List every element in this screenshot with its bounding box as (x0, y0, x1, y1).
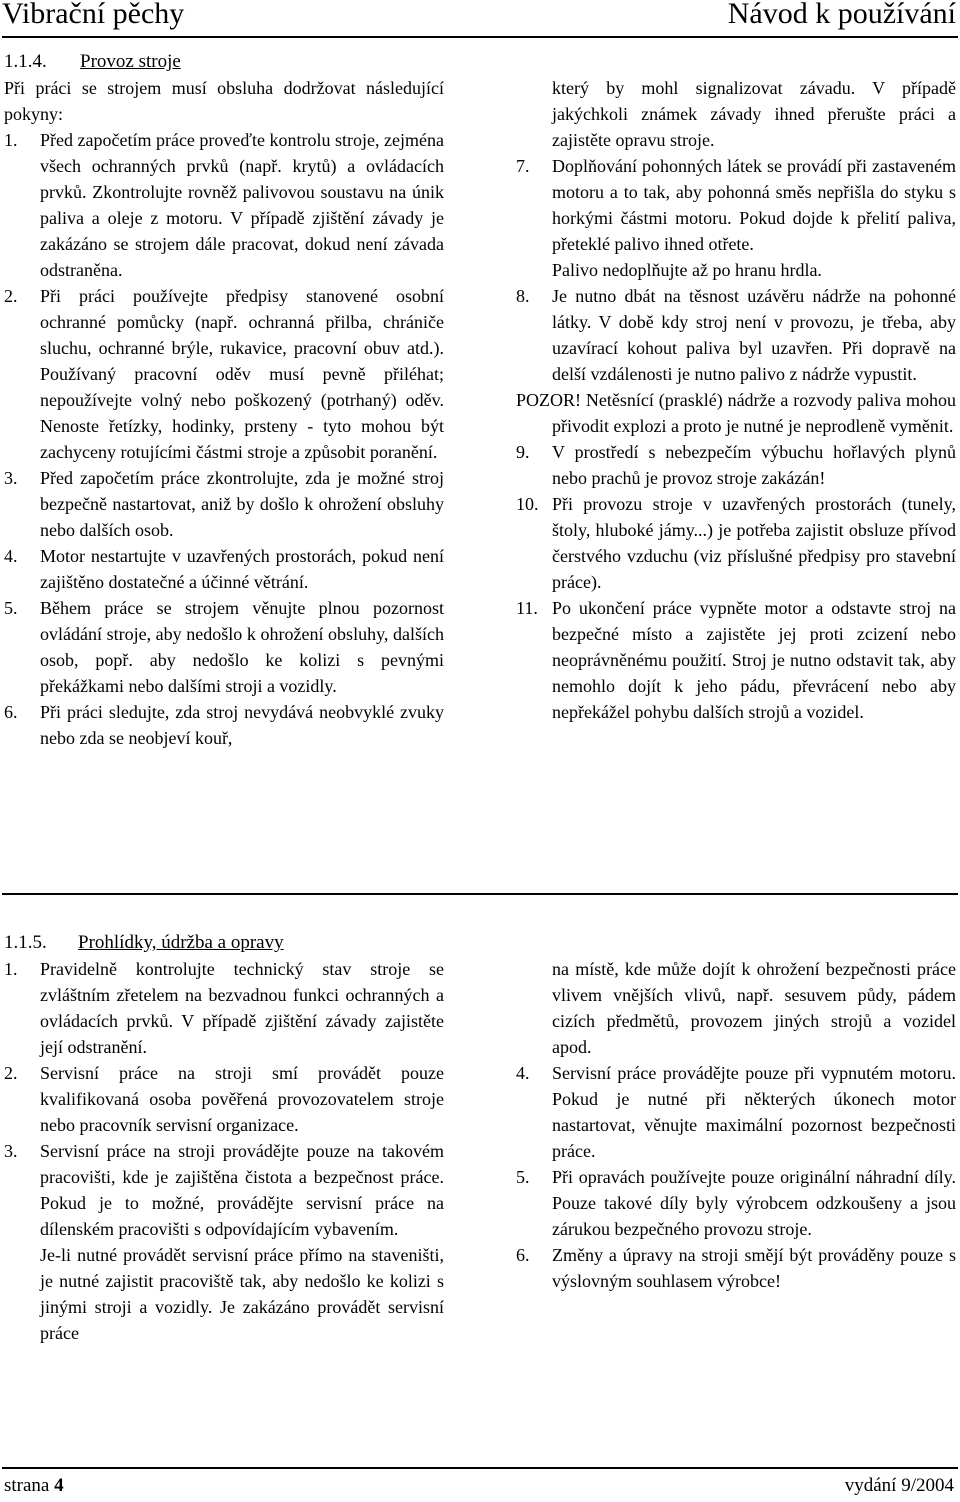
list-number: 4. (516, 1063, 530, 1083)
list-number: 2. (4, 1063, 18, 1083)
footer-edition: vydání 9/2004 (844, 1475, 954, 1496)
list-item (4, 699, 444, 751)
list-text: Je nutno dbát na těsnost uzávěru nádrže na pohonné látky. V době kdy stroj není v provozu, je třeba, aby uzavírací kohout paliva byl uzavřen. Při dopravě na delší vzdálenosti je nutno palivo z nádrže vypustit. (552, 286, 956, 384)
list-item (4, 127, 444, 283)
list-text: Při provozu stroje v uzavřených prostorách (tunely, štoly, hluboké jámy...) je potřeba zajistit obsluze přívod čerstvého vzduchu (viz příslušné předpisy pro stavební práce). (552, 494, 956, 592)
list-item (4, 283, 444, 465)
list-text: Servisní práce na stroji provádějte pouze na takovém pracovišti, kde je zajištěna čistota a bezpečnost práce. Pokud je to možné, provádějte servisní práce na dílenském pracovišti s odpovídajícím vybavením. (40, 1141, 444, 1239)
list-item-note: Palivo nedoplňujte až po hranu hrdla. (552, 260, 822, 280)
continuation-text: Je-li nutné provádět servisní práce přímo na staveništi, je nutné zajistit pracoviště tak, aby nedošlo ke kolizi s jinými stroji a vozidly. Je zakázáno provádět servisní práce (40, 1245, 444, 1343)
list-item (4, 1138, 444, 1242)
list-number: 4. (4, 546, 18, 566)
warning-text: POZOR! Netěsnící (prasklé) nádrže a rozvody paliva mohou přivodit explozi a proto je nutné je neprodleně vyměnit. (516, 390, 956, 436)
list-number: 5. (516, 1167, 530, 1187)
list-number: 6. (4, 702, 18, 722)
list-item (516, 439, 956, 491)
list-item (516, 153, 956, 257)
list-number: 3. (4, 468, 18, 488)
list-text: Během práce se strojem věnujte plnou pozornost ovládání stroje, aby nedošlo k ohrožení obsluhy, dalších osob, popř. aby nedošlo ke kolizi s pevnými překážkami nebo dalšími stroji a vozidly. (40, 598, 444, 696)
list-text: Motor nestartujte v uzavřených prostorách, pokud není zajištěno dostatečné a účinné větrání. (40, 546, 444, 592)
header-rule (2, 36, 958, 38)
list-item (516, 491, 956, 595)
section-number: 1.1.4. (4, 51, 47, 72)
list-item (516, 1242, 956, 1294)
footer-page (4, 1474, 64, 1498)
list-text: Při opravách používejte pouze originální náhradní díly. Pouze takové díly byly výrobcem odzkoušeny a jsou zárukou bezpečného provozu stroje. (552, 1167, 956, 1239)
list-item (4, 595, 444, 699)
list-text: Před započetím práce zkontrolujte, zda je možné stroj bezpečně nastartovat, aniž by došlo k ohrožení obsluhy nebo dalších osob. (40, 468, 444, 540)
header-manual-title: Návod k používání (727, 0, 956, 30)
section2-left-column (4, 956, 444, 1346)
list-number: 7. (516, 156, 530, 176)
list-number: 5. (4, 598, 18, 618)
list-item (4, 465, 444, 543)
list-text: Pravidelně kontrolujte technický stav stroje se zvláštním zřetelem na bezvadnou funkci ochranných a ovládacích prvků. V případě zjištění závady zajistěte její odstranění. (40, 959, 444, 1057)
list-text: Po ukončení práce vypněte motor a odstavte stroj na bezpečné místo a zajistěte jej proti zcizení nebo neoprávněnému použití. Stroj je nutno odstavit tak, aby nemohlo dojít k jeho pádu, převrácení nebo aby nepřekážel pohybu dalších strojů a vozidel. (552, 598, 956, 722)
list-number: 11. (516, 598, 538, 618)
section1-left-column (4, 75, 444, 751)
section-title: Prohlídky, údržba a opravy (78, 932, 284, 953)
list-number: 6. (516, 1245, 530, 1265)
list-item (516, 1060, 956, 1164)
list-text: Doplňování pohonných látek se provádí při zastaveném motoru a to tak, aby pohonná směs nepřišla do styku s horkými částmi motoru. Pokud dojde k přelití paliva, přeteklé palivo ihned otřete. (552, 156, 956, 254)
section-heading-maintenance (4, 930, 284, 956)
list-item (4, 1060, 444, 1138)
list-text: V prostředí s nebezpečím výbuchu hořlavých plynů nebo prachů je provoz stroje zakázán! (552, 442, 956, 488)
list-item (4, 543, 444, 595)
list-text: Servisní práce na stroji smí provádět pouze kvalifikovaná osoba pověřená provozovatelem stroje nebo pracovník servisní organizace. (40, 1063, 444, 1135)
list-number: 9. (516, 442, 530, 462)
continuation-text: který by mohl signalizovat závadu. V případě jakýchkoli známek závady ihned přerušte práci a zajistěte opravu stroje. (552, 78, 956, 150)
section2-right-column (516, 956, 956, 1294)
footer-rule (2, 1467, 958, 1469)
section1-intro: Při práci se strojem musí obsluha dodržovat následující pokyny: (4, 78, 444, 124)
list-item (516, 595, 956, 725)
list-text: Při práci používejte předpisy stanovené osobní ochranné pomůcky (např. ochranná přilba, chrániče sluchu, ochranné brýle, rukavice, pracovní obuv atd.). Používaný pracovní oděv musí pevně přiléhat; nepoužívejte volný nebo poškozený (potrhaný) oděv. Nenoste řetízky, hodinky, prsteny - tyto mohou být zachyceny rotujícími částmi stroje a způsobit poranění. (40, 286, 444, 462)
list-number: 1. (4, 130, 18, 150)
footer-page-number: 4 (54, 1475, 64, 1496)
section-heading-operation (4, 49, 181, 75)
list-text: Před započetím práce proveďte kontrolu stroje, zejména všech ochranných prvků (např. krytů) a ovládacích prvků. Zkontrolujte rovněž palivovou soustavu na únik paliva a oleje z motoru. V případě zjištění závady je zakázáno se strojem dále pracovat, dokud není závada odstraněna. (40, 130, 444, 280)
list-number: 3. (4, 1141, 18, 1161)
list-item (516, 283, 956, 387)
list-text: Servisní práce provádějte pouze při vypnutém motoru. Pokud je nutné při některých úkonech motor nastartovat, věnujte maximální pozornost bezpečnosti práce. (552, 1063, 956, 1161)
list-text: Změny a úpravy na stroji smějí být prováděny pouze s výslovným souhlasem výrobce! (552, 1245, 956, 1291)
section-title: Provoz stroje (80, 51, 181, 72)
list-number: 10. (516, 494, 539, 514)
section-divider-rule (2, 893, 958, 895)
section-number: 1.1.5. (4, 932, 47, 953)
continuation-text: na místě, kde může dojít k ohrožení bezpečnosti práce vlivem vnějších vlivů, např. sesuvem půdy, pádem cizích předmětů, provozem jiných strojů a vozidel apod. (552, 959, 956, 1057)
list-item (516, 1164, 956, 1242)
list-number: 2. (4, 286, 18, 306)
section1-right-column (516, 75, 956, 725)
list-number: 8. (516, 286, 530, 306)
list-item (4, 956, 444, 1060)
header-product-title: Vibrační pěchy (2, 0, 185, 30)
list-text: Při práci sledujte, zda stroj nevydává neobvyklé zvuky nebo zda se neobjeví kouř, (40, 702, 444, 748)
list-number: 1. (4, 959, 18, 979)
footer-page-label: strana (4, 1475, 50, 1496)
